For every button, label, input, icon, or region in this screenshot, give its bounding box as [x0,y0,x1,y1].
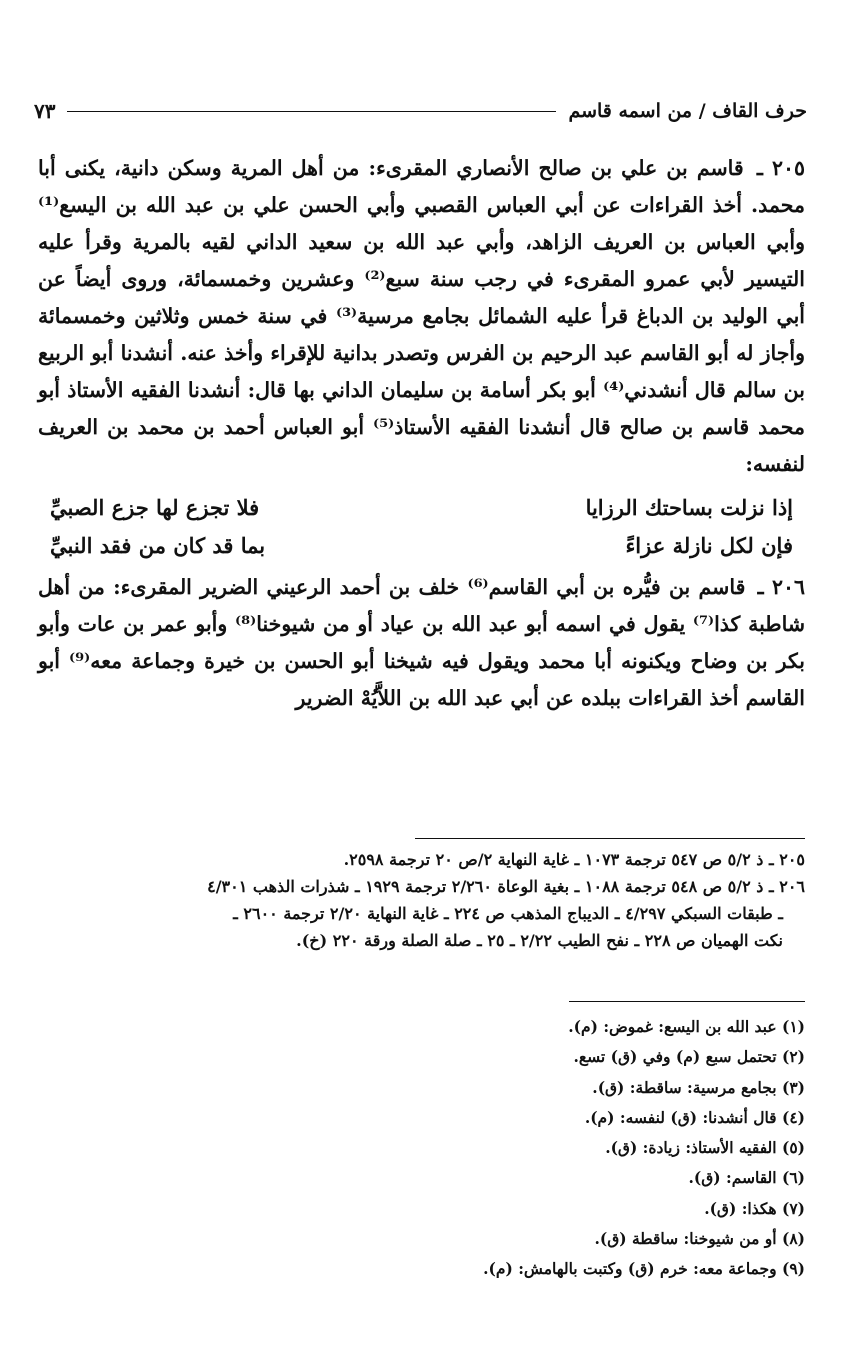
page-number: ٧٣ [34,99,56,123]
source-line: ٢٠٥ ـ ذ ٥/٢ ص ٥٤٧ ترجمة ١٠٧٣ ـ غاية النهاية ٢/ص ٢٠ ترجمة ٢٥٩٨. [343,850,805,869]
running-title: حرف القاف / من اسمه قاسم [568,100,807,122]
footnote: (٩) وجماعة معه: خرم (ق) وكتبت بالهامش: (م). [483,1259,805,1279]
verse-line [50,489,793,527]
entry-number: ٢٠٥ ـ [756,156,805,180]
source-line: نكت الهميان ص ٢٢٨ ـ نفح الطيب ٢/٢٢ ـ ٢٥ ـ صلة الصلة ورقة ٢٢٠ (خ). [296,931,783,950]
verse-line [50,527,793,565]
footnote: (١) عبد الله بن اليسع: غموض: (م). [568,1017,805,1036]
footnote: (٤) قال أنشدنا: (ق) لنفسه: (م). [584,1107,805,1127]
sources-divider [415,838,805,839]
entry-number: ٢٠٦ ـ [757,575,805,599]
entry-206 [38,569,805,717]
source-line: ٢٠٦ ـ ذ ٥/٢ ص ٥٤٨ ترجمة ١٠٨٨ ـ بغية الوعاة ٢/٢٦٠ ترجمة ١٩٢٩ ـ شذرات الذهب ٤/٣٠١ [207,877,805,896]
footnote: (٦) القاسم: (ق). [688,1168,805,1188]
main-text [38,150,805,717]
first-hemistich: فإن لكل نازلة عزاءً [625,533,793,558]
footnote: (٣) بجامع مرسية: ساقطة: (ق). [592,1077,805,1097]
source-line: ـ طبقات السبكي ٤/٢٩٧ ـ الديباج المذهب ص ٢٢٤ ـ غاية النهاية ٢/٢٠ ترجمة ٢٦٠٠ ـ [233,904,783,923]
footnote: (٨) أو من شيوخنا: ساقطة (ق). [594,1229,805,1249]
footnotes [300,1012,805,1285]
footnotes-divider [569,1001,805,1002]
entry-205 [38,150,805,483]
second-hemistich: بما قد كان من فقد النبيِّ [50,533,266,558]
footnote: (٧) هكذا: (ق). [704,1198,805,1218]
entry-text: قاسم بن علي بن صالح الأنصاري المقرىء: من أهل المرية وسكن دانية، يكنى أبا محمد. أخذ القراءات عن أبي العباس القصبي وأبي الحسن علي بن عبد الله بن اليسع⁽¹⁾ وأبي العباس بن العريف الزاهد، وأبي عبد الله بن سعيد الداني لقيه بالمرية وقرأ عليه التيسير لأبي عمرو المقرىء في رجب سنة سبع⁽²⁾ وعشرين وخمسمائة، وروى أيضاً عن أبي الوليد بن الدباغ قرأ عليه الشمائل بجامع مرسية⁽³⁾ في سنة خمس وثلاثين وخمسمائة وأجاز له أبو القاسم عبد الرحيم بن الفرس وتصدر بدانية للإقراء وأخذ عنه. أنشدنا أبو الربيع بن سالم قال أنشدني⁽⁴⁾ أبو بكر أسامة بن سليمان الداني بها قال: أنشدنا الفقيه الأستاذ أبو محمد قاسم بن صالح قال أنشدنا الفقيه الأستاذ⁽⁵⁾ أبو العباس أحمد بن محمد بن العريف لنفسه: [38,156,806,476]
header-rule [67,111,556,112]
footnote: (٥) الفقيه الأستاذ: زيادة: (ق). [605,1138,805,1158]
running-header [34,96,807,126]
source-references [30,846,805,954]
entry-text: قاسم بن فيُّره بن أبي القاسم⁽⁶⁾ خلف بن أحمد الرعيني الضرير المقرىء: من أهل شاطبة كذا⁽⁷⁾ يقول في اسمه أبو عبد الله بن عياد أو من شيوخنا⁽⁸⁾ وأبو عمر بن عات وأبو بكر بن وضاح ويكنونه أبا محمد ويقول فيه شيخنا أبو الحسن بن خيرة وجماعة معه⁽⁹⁾ أبو القاسم أخذ القراءات ببلده عن أبي عبد الله بن اللاَّيُهْ الضرير [38,575,806,710]
first-hemistich: إذا نزلت بساحتك الرزايا [585,495,793,520]
second-hemistich: فلا تجزع لها جزع الصبيِّ [50,495,260,520]
footnote: (٢) تحتمل سبع (م) وفي (ق) تسع. [573,1047,805,1067]
poem [50,489,793,565]
